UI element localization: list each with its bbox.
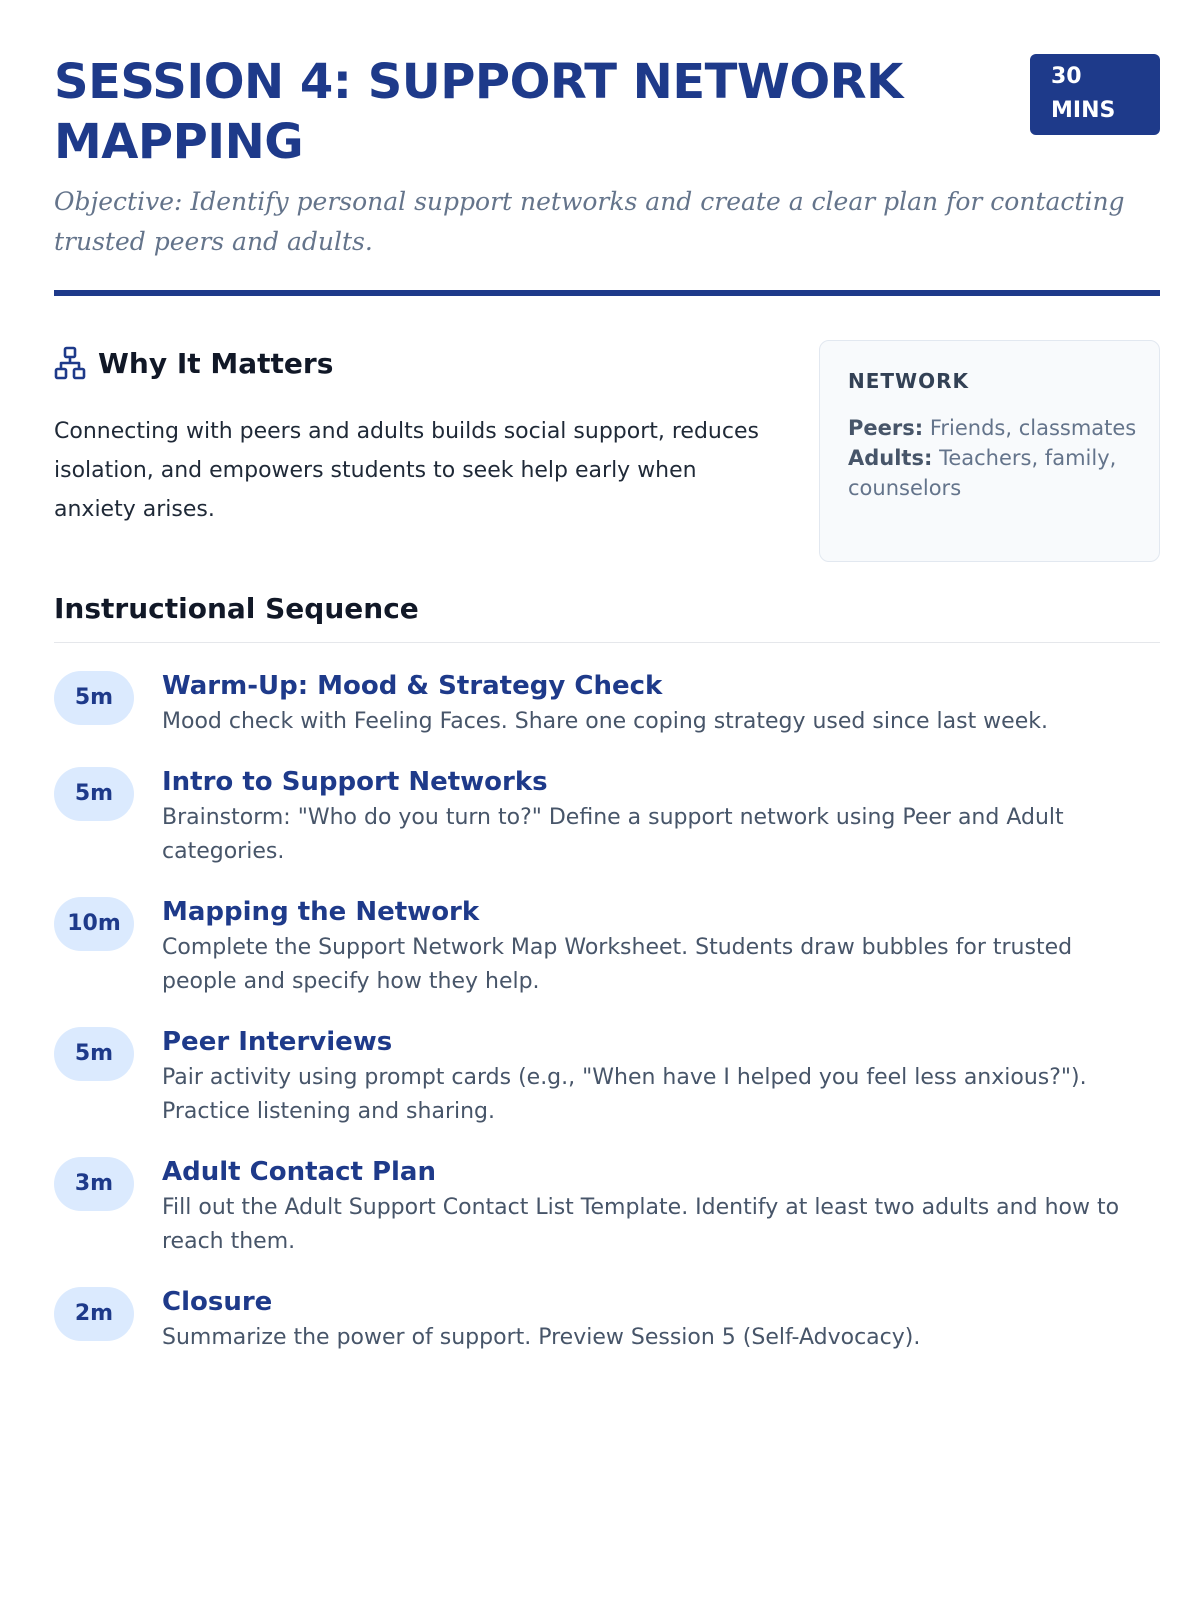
network-icon	[54, 346, 86, 380]
step-title: Adult Contact Plan	[162, 1157, 436, 1187]
sequence-step	[54, 643, 1160, 739]
step-body	[162, 765, 1160, 869]
network-card	[819, 340, 1160, 562]
duration-value: 30	[1051, 64, 1082, 89]
peers-value: Friends, classmates	[929, 416, 1137, 440]
sequence-step	[54, 999, 1160, 1129]
step-body	[162, 895, 1160, 999]
instructional-sequence-section	[54, 584, 1160, 1355]
sequence-heading: Instructional Sequence	[54, 584, 1160, 643]
step-duration-pill: 5m	[54, 671, 134, 725]
sequence-step	[54, 1129, 1160, 1259]
page-title: SESSION 4: SUPPORT NETWORK MAPPING	[54, 54, 903, 170]
network-adults	[848, 443, 1139, 503]
step-description: Fill out the Adult Support Contact List Template. Identify at least two adults and how to reach them.	[162, 1195, 1120, 1254]
peers-label: Peers:	[848, 416, 924, 440]
duration-badge	[1030, 54, 1160, 135]
step-duration-pill: 5m	[54, 1027, 134, 1081]
sequence-step	[54, 869, 1160, 999]
adults-value: Teachers, family, counselors	[848, 446, 1117, 500]
step-title: Closure	[162, 1287, 273, 1317]
step-body	[162, 1155, 1160, 1259]
step-description: Complete the Support Network Map Worksheet. Students draw bubbles for trusted people and specify how they help.	[162, 935, 1073, 994]
why-text: Connecting with peers and adults builds social support, reduces isolation, and empowers students to seek help early when anxiety arises.	[54, 419, 759, 522]
step-title: Warm-Up: Mood & Strategy Check	[162, 671, 663, 701]
step-description: Mood check with Feeling Faces. Share one coping strategy used since last week.	[162, 709, 1048, 734]
step-duration-pill: 10m	[54, 897, 134, 951]
step-body	[162, 1285, 1160, 1355]
objective-text: Objective: Identify personal support networks and create a clear plan for contacting trusted peers and adults.	[54, 187, 1125, 256]
sequence-list	[54, 643, 1160, 1355]
lesson-page	[54, 52, 1160, 1355]
step-duration-pill: 3m	[54, 1157, 134, 1211]
sequence-step	[54, 1259, 1160, 1355]
why-heading-label: Why It Matters	[98, 346, 334, 380]
step-title: Intro to Support Networks	[162, 767, 548, 797]
why-it-matters-section	[54, 302, 1160, 584]
step-body	[162, 1025, 1160, 1129]
sequence-step	[54, 739, 1160, 869]
why-heading	[54, 346, 333, 380]
step-description: Summarize the power of support. Preview Session 5 (Self-Advocacy).	[162, 1325, 921, 1350]
step-title: Mapping the Network	[162, 897, 480, 927]
step-description: Brainstorm: "Who do you turn to?" Define a support network using Peer and Adult categories.	[162, 805, 1064, 864]
step-description: Pair activity using prompt cards (e.g., "When have I helped you feel less anxious?"). Practice listening and sharing.	[162, 1065, 1087, 1124]
duration-unit: MINS	[1051, 98, 1116, 123]
network-card-title: NETWORK	[848, 369, 970, 393]
header-divider	[54, 290, 1160, 296]
session-header	[54, 52, 1160, 302]
network-peers	[848, 413, 1139, 443]
step-body	[162, 669, 1160, 739]
adults-label: Adults:	[848, 446, 933, 470]
step-duration-pill: 2m	[54, 1287, 134, 1341]
step-title: Peer Interviews	[162, 1027, 393, 1057]
step-duration-pill: 5m	[54, 767, 134, 821]
